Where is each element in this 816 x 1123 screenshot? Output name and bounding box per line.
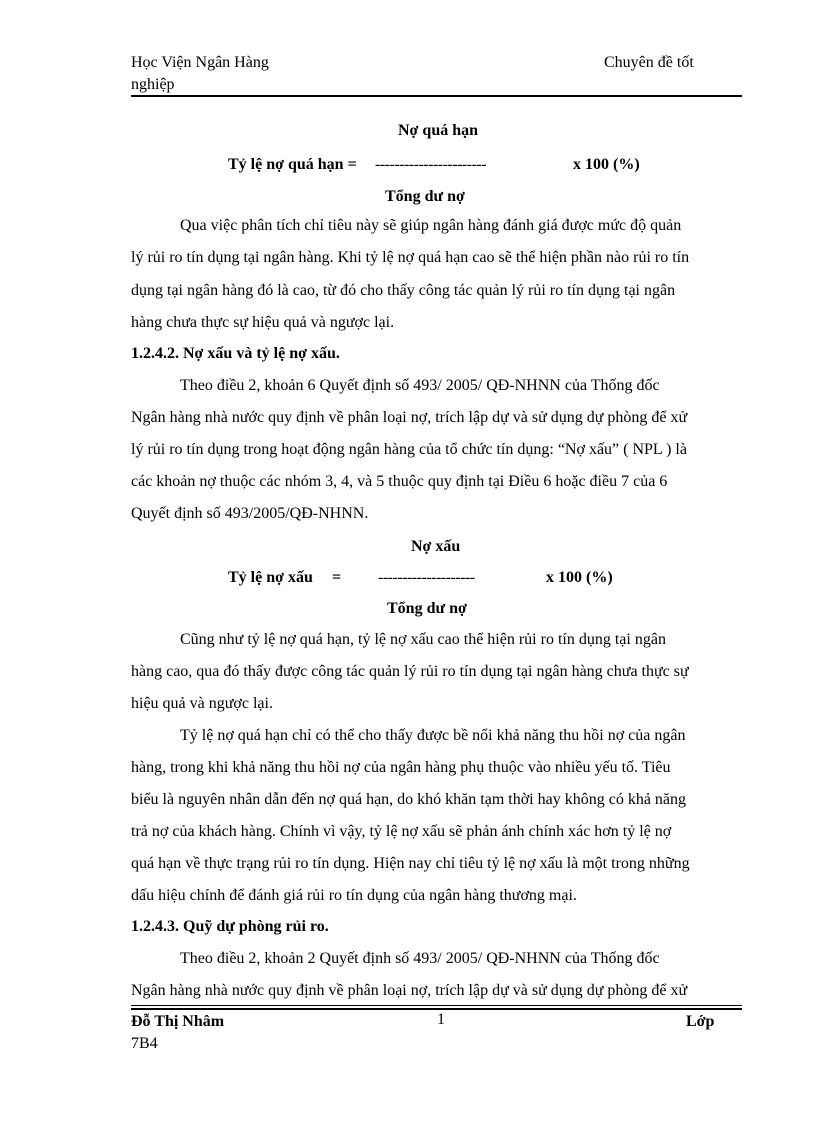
para1-line: hàng chưa thực sự hiệu quả và ngược lại.	[131, 314, 395, 331]
formula2-label: Tỷ lệ nợ xấu	[228, 569, 313, 586]
para2-line: lý rủi ro tín dụng trong hoạt động ngân hàng của tổ chức tín dụng: “Nợ xấu” ( NPL ) là	[131, 441, 687, 458]
para5-line: Ngân hàng nhà nước quy định về phân loại nợ, trích lập dự và sử dụng dự phòng để xử	[131, 982, 688, 999]
para1-line: Qua việc phân tích chỉ tiêu này sẽ giúp ngân hàng đánh giá được mức độ quản	[180, 217, 682, 234]
para4-line: quá hạn về thực trạng rủi ro tín dụng. Hiện nay chỉ tiêu tỷ lệ nợ xấu là một trong những	[131, 855, 690, 872]
para4-line: trả nợ của khách hàng. Chính vì vậy, tỷ lệ nợ xấu sẽ phản ánh chính xác hơn tỷ lệ nợ	[131, 823, 672, 840]
para2-line: Theo điều 2, khoản 6 Quyết định số 493/ 2005/ QĐ-NHNN của Thống đốc	[180, 377, 660, 394]
formula2-multiplier: x 100 (%)	[546, 569, 613, 586]
formula1-denominator: Tổng dư nợ	[385, 188, 465, 205]
formula2-equals: =	[332, 569, 342, 586]
footer-class-label: Lớp	[686, 1013, 715, 1030]
para4-line: Tỷ lệ nợ quá hạn chỉ có thể cho thấy được bề nổi khả năng thu hồi nợ của ngân	[180, 727, 686, 744]
formula1-dashes: -----------------------	[375, 156, 487, 173]
para2-line: Ngân hàng nhà nước quy định về phân loại nợ, trích lập dự và sử dụng dự phòng để xử	[131, 409, 688, 426]
para1-line: lý rủi ro tín dụng tại ngân hàng. Khi tỷ lệ nợ quá hạn cao sẽ thể hiện phần nào rủi ro tín	[131, 249, 690, 266]
section-heading: 1.2.4.3. Quỹ dự phòng rủi ro.	[131, 918, 329, 935]
para1-line: dụng tại ngân hàng đó là cao, từ đó cho thấy công tác quản lý rủi ro tín dụng tại ngân	[131, 282, 676, 299]
footer-rule-top	[131, 1005, 742, 1006]
formula2-denominator: Tổng dư nợ	[387, 600, 467, 617]
formula2-dashes: --------------------	[378, 569, 475, 586]
para2-line: Quyết định số 493/2005/QĐ-NHNN.	[131, 505, 369, 522]
formula1-multiplier: x 100 (%)	[573, 156, 640, 173]
footer-class-value: 7B4	[131, 1035, 158, 1052]
para3-line: hiệu quả và ngược lại.	[131, 695, 273, 712]
header-left: Học Viện Ngân Hàng	[131, 54, 269, 71]
formula1-numerator: Nợ quá hạn	[398, 122, 479, 139]
para4-line: dấu hiệu chính để đánh giá rủi ro tín dụng của ngân hàng thương mại.	[131, 887, 577, 904]
header-rule	[131, 95, 742, 97]
footer-author: Đỗ Thị Nhâm	[131, 1013, 225, 1030]
formula1-label: Tỷ lệ nợ quá hạn =	[228, 156, 357, 173]
header-wrap: nghiệp	[131, 76, 175, 93]
para3-line: hàng cao, qua đó thấy được công tác quản lý rủi ro tín dụng tại ngân hàng chưa thực sự	[131, 663, 689, 680]
para2-line: các khoản nợ thuộc các nhóm 3, 4, và 5 thuộc quy định tại Điều 6 hoặc điều 7 của 6	[131, 473, 668, 490]
formula2-numerator: Nợ xấu	[411, 538, 461, 555]
para4-line: biểu là nguyên nhân dẫn đến nợ quá hạn, do khó khăn tạm thời hay không có khả năng	[131, 791, 687, 808]
para3-line: Cũng như tỷ lệ nợ quá hạn, tỷ lệ nợ xấu cao thể hiện rủi ro tín dụng tại ngân	[180, 631, 666, 648]
para5-line: Theo điều 2, khoản 2 Quyết định số 493/ 2005/ QĐ-NHNN của Thống đốc	[180, 950, 660, 967]
header-right: Chuyên đề tốt	[604, 54, 694, 71]
footer-page-number: 1	[437, 1011, 445, 1028]
para4-line: hàng, trong khi khả năng thu hồi nợ của ngân hàng phụ thuộc vào nhiều yếu tố. Tiêu	[131, 759, 671, 776]
section-heading: 1.2.4.2. Nợ xấu và tỷ lệ nợ xấu.	[131, 345, 340, 362]
